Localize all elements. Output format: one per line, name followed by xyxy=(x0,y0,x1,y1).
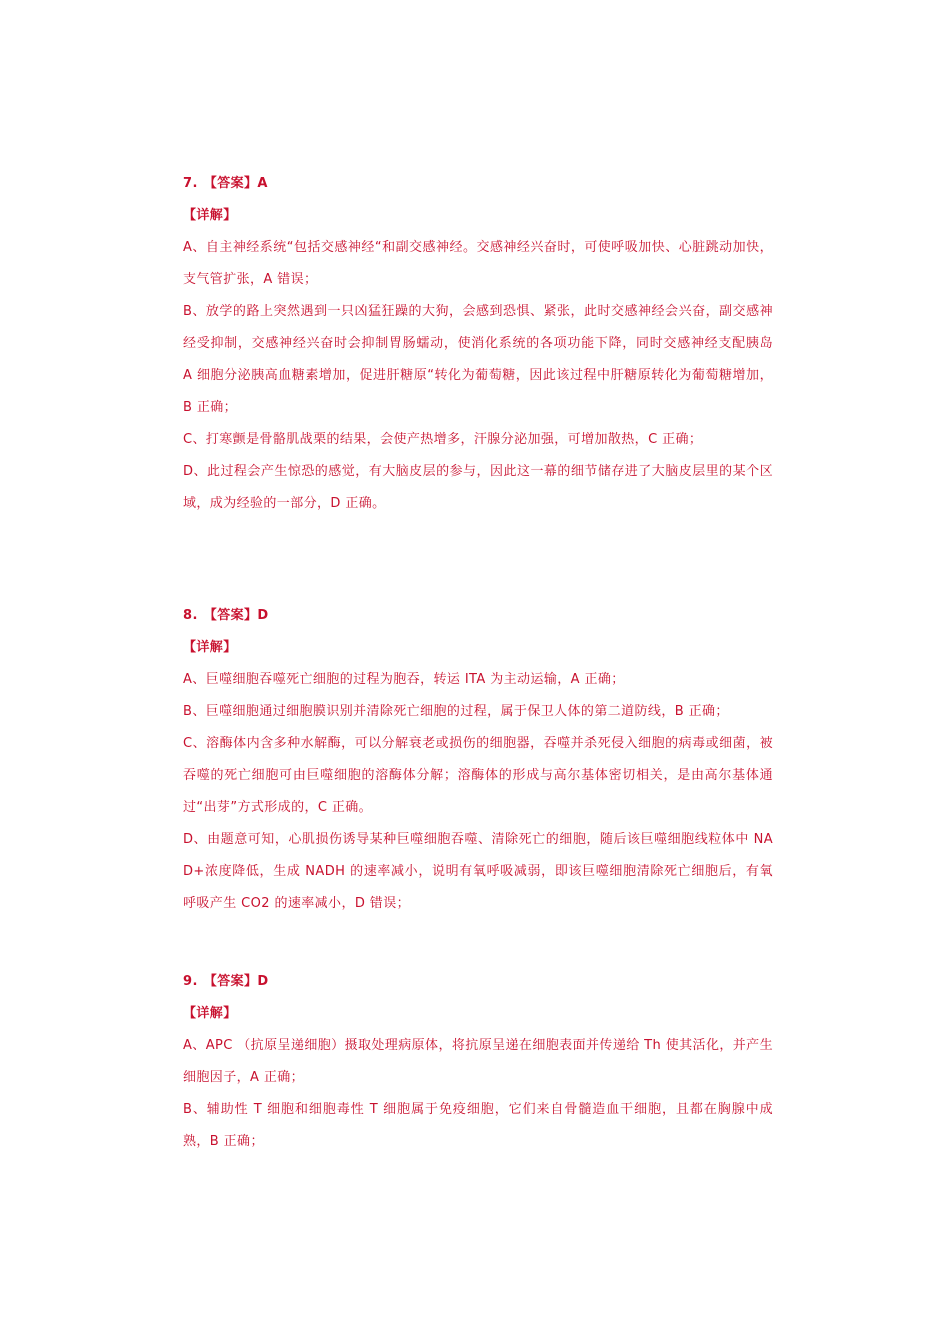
answer-heading xyxy=(183,600,773,632)
answer-label: 【答案】A xyxy=(203,176,268,191)
question-number: 7. xyxy=(183,176,198,191)
explanation-paragraph: C、溶酶体内含多种水解酶，可以分解衰老或损伤的细胞器，吞噬并杀死侵入细胞的病毒或细菌，被吞噬的死亡细胞可由巨噬细胞的溶酶体分解；溶酶体的形成与高尔基体密切相关，是由高尔基体通过“出芽”方式形成的，C 正确。 xyxy=(183,736,773,815)
answer-heading xyxy=(183,966,773,998)
explanation-paragraph: A、APC （抗原呈递细胞）摄取处理病原体，将抗原呈递在细胞表面并传递给 Th 使其活化，并产生细胞因子，A 正确； xyxy=(183,1038,773,1085)
explanation-paragraph: D、此过程会产生惊恐的感觉，有大脑皮层的参与，因此这一幕的细节储存进了大脑皮层里的某个区域，成为经验的一部分，D 正确。 xyxy=(183,464,773,511)
explain-label: 【详解】 xyxy=(183,640,237,655)
explanation-paragraph: B、辅助性 T 细胞和细胞毒性 T 细胞属于免疫细胞，它们来自骨髓造血干细胞，且都在胸腺中成熟，B 正确； xyxy=(183,1102,773,1149)
explanation-paragraph: D、由题意可知，心肌损伤诱导某种巨噬细胞吞噬、清除死亡的细胞，随后该巨噬细胞线粒体中 NAD+浓度降低，生成 NADH 的速率减小，说明有氧呼吸减弱，即该巨噬细胞清除死亡细胞后，有氧呼吸产生 CO2 的速率减小，D 错误； xyxy=(183,832,773,911)
explanation-paragraph: A、自主神经系统“包括交感神经“和副交感神经。交感神经兴奋时，可使呼吸加快、心脏跳动加快，支气管扩张，A 错误； xyxy=(183,240,773,287)
explanation-paragraph: C、打寒颤是骨骼肌战栗的结果，会使产热增多，汗腺分泌加强，可增加散热，C 正确； xyxy=(183,432,703,447)
question-7-section xyxy=(183,168,773,520)
explain-label: 【详解】 xyxy=(183,208,237,223)
question-8-section xyxy=(183,600,773,920)
explanation-paragraph: B、放学的路上突然遇到一只凶猛狂躁的大狗，会感到恐惧、紧张，此时交感神经会兴奋，副交感神经受抑制，交感神经兴奋时会抑制胃肠蠕动，使消化系统的各项功能下降，同时交感神经支配胰岛 A 细胞分泌胰高血糖素增加，促进肝糖原“转化为葡萄糖，因此该过程中肝糖原转化为葡萄糖增加，B 正确； xyxy=(183,304,773,415)
question-9-section xyxy=(183,966,773,1158)
explain-label: 【详解】 xyxy=(183,1006,237,1021)
explanation-paragraph: A、巨噬细胞吞噬死亡细胞的过程为胞吞，转运 ITA 为主动运输，A 正确； xyxy=(183,672,625,687)
answer-label: 【答案】D xyxy=(203,608,269,623)
answer-heading xyxy=(183,168,773,200)
question-number: 8. xyxy=(183,608,198,623)
question-number: 9. xyxy=(183,974,198,989)
explanation-paragraph: B、巨噬细胞通过细胞膜识别并清除死亡细胞的过程，属于保卫人体的第二道防线，B 正确； xyxy=(183,704,729,719)
answer-label: 【答案】D xyxy=(203,974,269,989)
